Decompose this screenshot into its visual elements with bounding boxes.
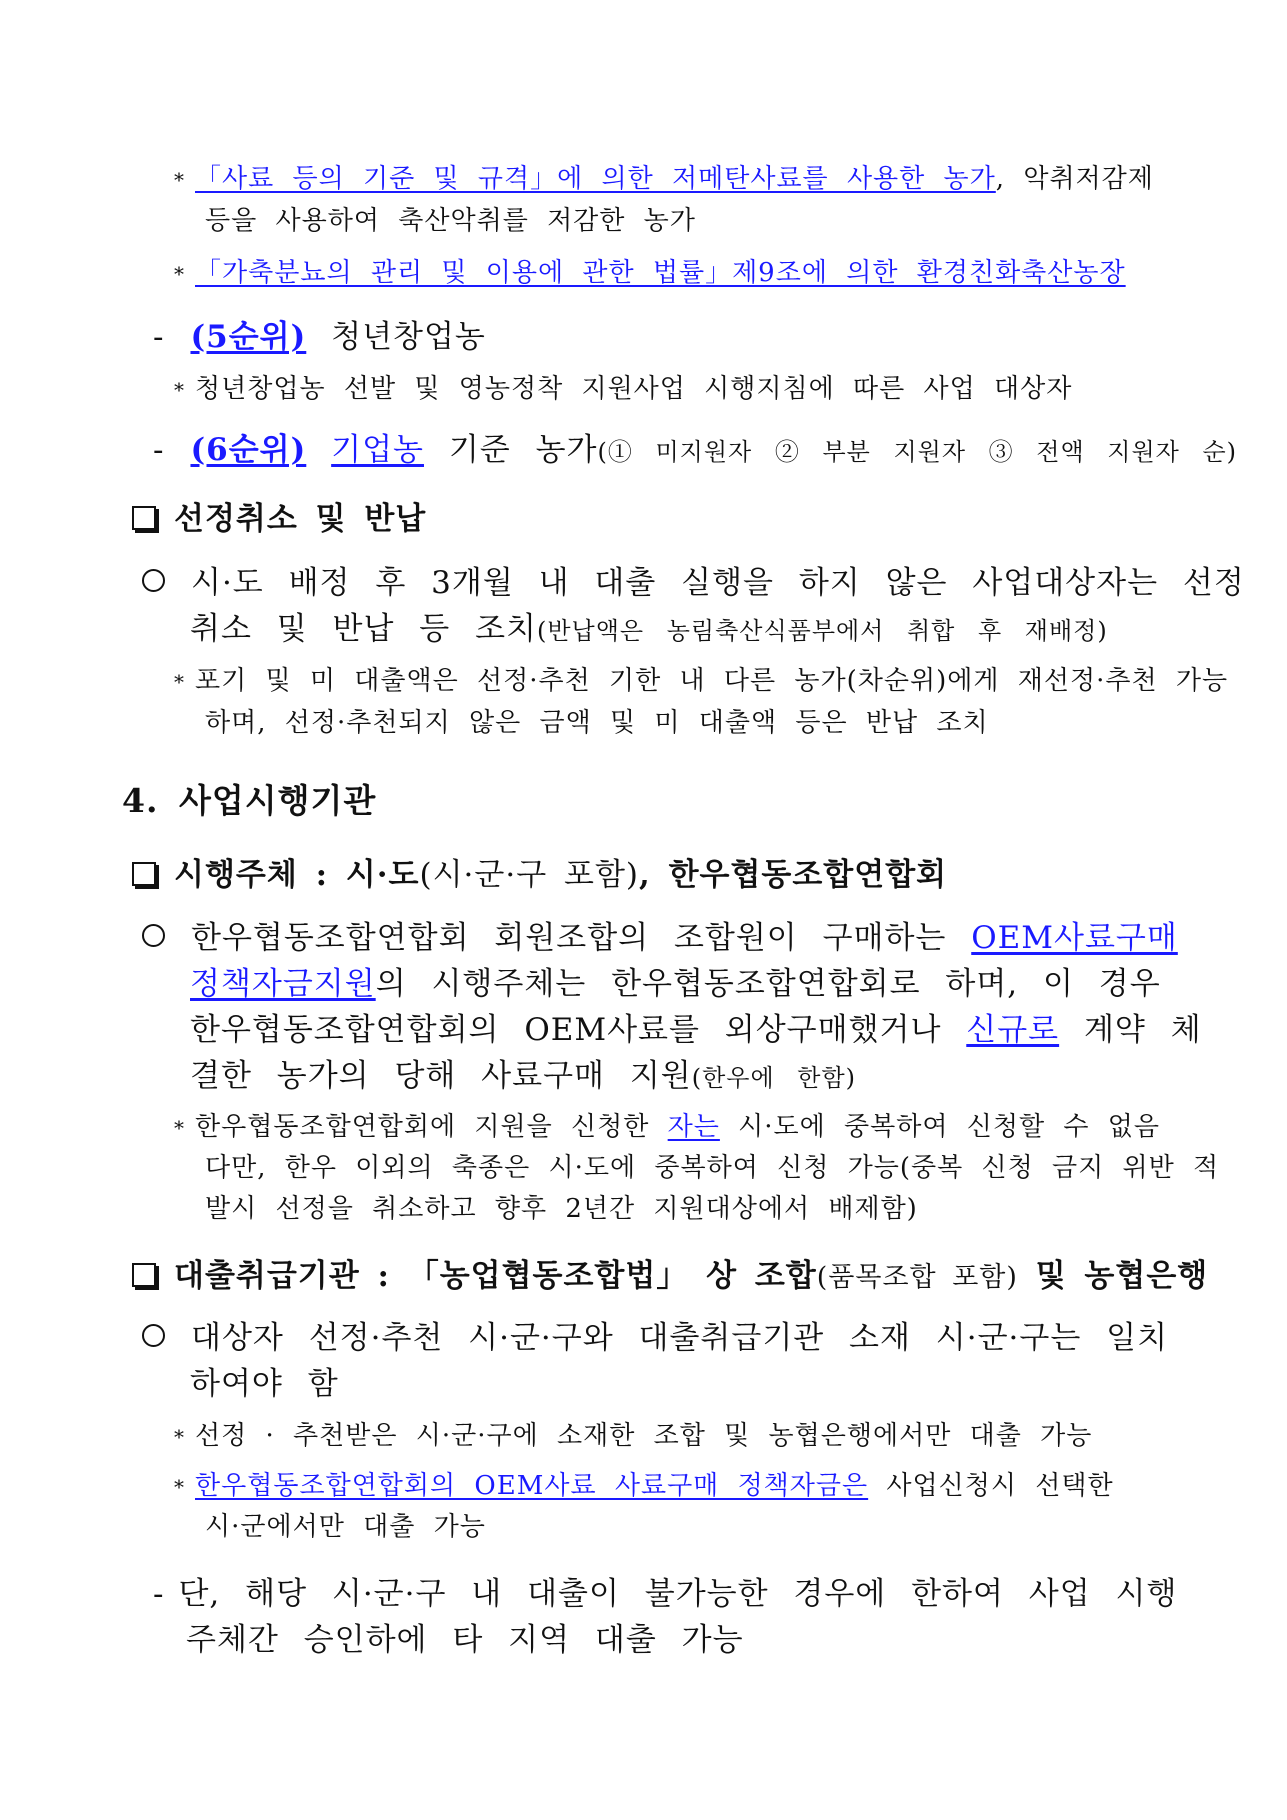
loan-bullet-cont: 하여야 함 [190,1366,339,1402]
new-contract-link[interactable]: 신규로 [966,1012,1060,1048]
note-text: 선정 · 추천받은 시·군·구에 소재한 조합 및 농협은행에서만 대출 가능 [195,1421,1093,1451]
asterisk-marker: * [174,1425,185,1449]
cancel-note-cont: 하며, 선정·추천되지 않은 금액 및 미 대출액 등은 반납 조치 [205,708,989,738]
asterisk-marker: * [174,1116,185,1140]
loan-note-1 [174,1415,1092,1452]
rank-6-item [153,424,1237,469]
circle-bullet-icon [142,569,165,592]
loan-heading [132,1250,1208,1295]
executor-note-line3: 발시 선정을 취소하고 향후 2년간 지원대상에서 배제함) [205,1194,918,1224]
bullet-text: 결한 농가의 당해 사료구매 지원 [190,1058,692,1094]
asterisk-marker: * [174,670,185,694]
circle-bullet-icon [142,924,165,947]
rank-6-paren: (① 미지원자 ② 부분 지원자 ③ 전액 지원자 순) [597,438,1238,466]
executor-bullet-line2 [190,958,1161,1003]
dash-text: 단, 해당 시·군·구 내 대출이 불가능한 경우에 한하여 사업 시행 [178,1576,1178,1612]
note-text: 한우협동조합연합회에 지원을 신청한 [195,1112,668,1142]
cancel-bullet [142,557,1245,602]
oem-policy-fund-link[interactable]: 한우협동조합연합회의 OEM사료 사료구매 정책자금은 [195,1471,869,1501]
executor-bullet-line4 [190,1050,856,1095]
cancel-heading [132,493,426,538]
bullet-text: 대상자 선정·추천 시·군·구와 대출취급기관 소재 시·군·구는 일치 [191,1320,1169,1356]
heading-text: , 한우협동조합연합회 [638,857,948,893]
livestock-manure-law-link[interactable]: 「가축분뇨의 관리 및 이용에 관한 법률」제9조에 의한 환경친화축산농장 [195,258,1126,288]
circle-bullet-icon [142,1324,165,1347]
rank-5-text: 청년창업농 [306,319,486,355]
oem-feed-purchase-link[interactable]: OEM사료구매 [971,920,1178,956]
heading-text: 시행주체 : 시·도 [174,857,420,893]
executor-heading [132,849,947,894]
executor-bullet [142,912,1178,957]
asterisk-marker: * [174,168,185,192]
note-text: , 악취저감제 [995,164,1154,194]
loan-bullet [142,1312,1168,1357]
dash-marker: - [153,319,165,355]
bullet-paren: (반납액은 농림축산식품부에서 취합 후 재배정) [536,617,1108,645]
cancel-note [174,660,1228,697]
executor-note [174,1106,1160,1143]
applicant-link[interactable]: 자는 [667,1112,720,1142]
heading-paren: (시·군·구 포함) [419,857,639,893]
checkbox-square-icon [132,862,156,886]
heading-text: 대출취급기관 : 「농업협동조합법」 상 조합 [174,1258,817,1294]
rank-5-item [153,311,486,356]
executor-bullet-line3 [190,1004,1202,1049]
heading-text: 및 농협은행 [1017,1258,1209,1294]
note-low-methane-feed-cont: 등을 사용하여 축산악취를 저감한 농가 [205,206,696,236]
checkbox-square-icon [132,1263,156,1287]
note-eco-farm [174,252,1126,289]
rank-5-label[interactable]: (5순위) [190,319,307,355]
heading-text: 선정취소 및 반납 [174,501,427,537]
checkbox-square-icon [132,506,156,530]
bullet-text: 한우협동조합연합회의 OEM사료를 외상구매했거나 [190,1012,967,1048]
rank-6-text: 기준 농가 [423,432,598,468]
corporate-farm-link[interactable]: 기업농 [331,432,424,468]
loan-note-2 [174,1465,1114,1502]
note-text: 사업신청시 선택한 [868,1471,1114,1501]
dash-marker: - [153,432,165,468]
note-text: 포기 및 미 대출액은 선정·추천 기한 내 다른 농가(차순위)에게 재선정·추천 가능 [195,666,1229,696]
bullet-paren: (한우에 한함) [691,1064,856,1092]
policy-fund-support-link[interactable]: 정책자금지원 [190,966,376,1002]
asterisk-marker: * [174,262,185,286]
heading-paren: (품목조합 포함) [816,1262,1018,1293]
cancel-bullet-cont [190,603,1108,648]
bullet-text: 취소 및 반납 등 조치 [190,611,537,647]
rank-6-label[interactable]: (6순위) [190,432,307,468]
note-text: 청년창업농 선발 및 영농정착 지원사업 시행지침에 따른 사업 대상자 [195,374,1073,404]
note-young-farmer [174,368,1072,405]
note-low-methane-feed [174,158,1154,195]
loan-dash-item [153,1568,1177,1613]
note-text: 시·도에 중복하여 신청할 수 없음 [719,1112,1160,1142]
section-4-title: 4. 사업시행기관 [122,781,377,820]
feed-standard-link[interactable]: 「사료 등의 기준 및 규격」에 의한 저메탄사료를 사용한 농가 [195,164,996,194]
executor-note-line2: 다만, 한우 이외의 축종은 시·도에 중복하여 신청 가능(중복 신청 금지 위반 적 [205,1153,1220,1183]
bullet-text: 계약 체 [1059,1012,1202,1048]
asterisk-marker: * [174,1475,185,1499]
loan-dash-item-cont: 주체간 승인하에 타 지역 대출 가능 [186,1622,744,1658]
loan-note-2-cont: 시·군에서만 대출 가능 [205,1512,486,1542]
bullet-text: 한우협동조합연합회 회원조합의 조합원이 구매하는 [191,920,972,956]
bullet-text: 의 시행주체는 한우협동조합연합회로 하며, 이 경우 [375,966,1161,1002]
bullet-text: 시·도 배정 후 3개월 내 대출 실행을 하지 않은 사업대상자는 선정 [191,565,1245,601]
asterisk-marker: * [174,378,185,402]
dash-marker: - [153,1576,165,1612]
